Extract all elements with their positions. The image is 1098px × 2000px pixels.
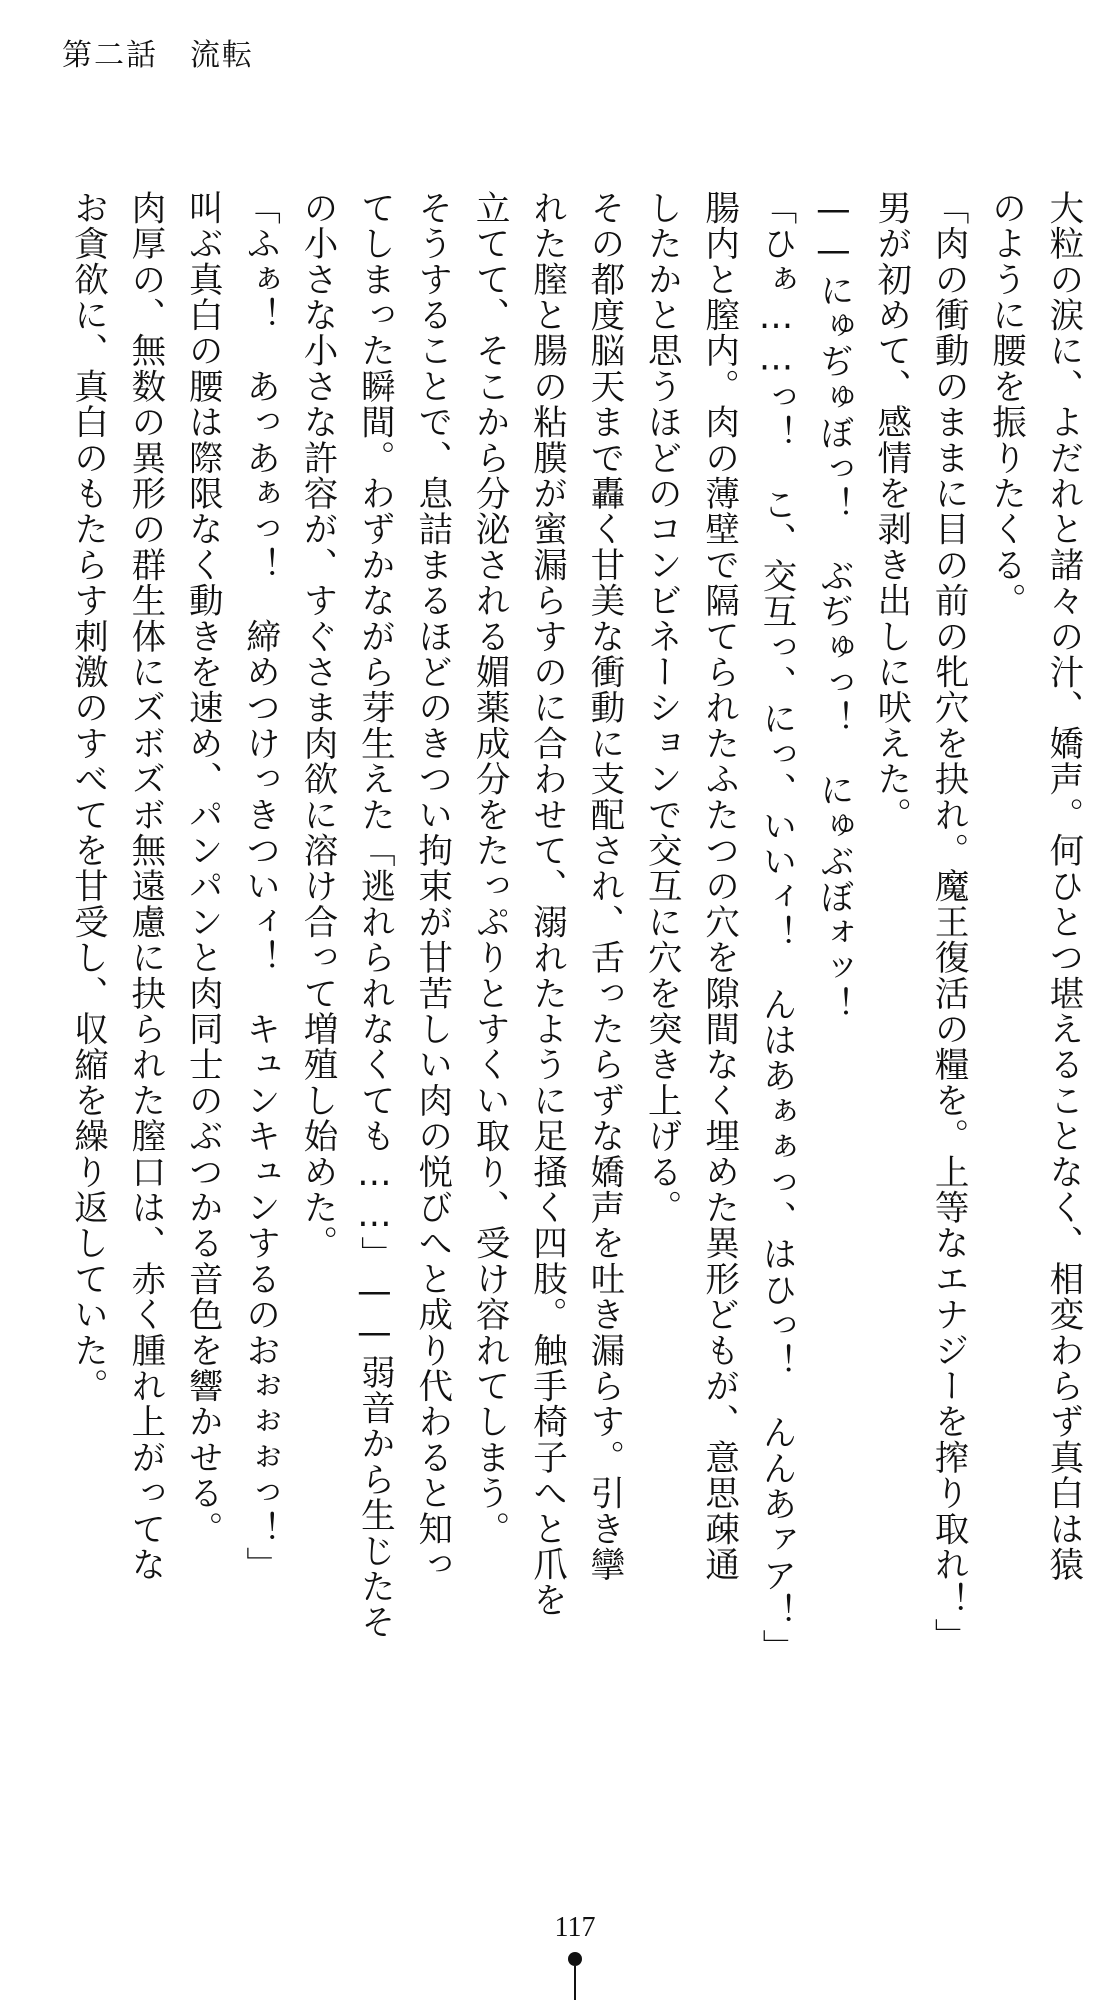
text-column: てしまった瞬間。わずかながら芽生えた「逃れられなくても……」——弱音から生じたそ bbox=[354, 190, 395, 1640]
page-number: 117 bbox=[554, 1912, 596, 1943]
body-text bbox=[67, 190, 1083, 1670]
page-marker-icon bbox=[568, 1952, 582, 2000]
text-column: 腸内と膣内。肉の薄壁で隔てられたふたつの穴を隙間なく埋めた異形どもが、意思疎通 bbox=[698, 190, 739, 1583]
text-column: お貪欲に、真白のもたらす刺激のすべてを甘受し、収縮を繰り返していた。 bbox=[67, 190, 108, 1404]
text-column: 立てて、そこから分泌される媚薬成分をたっぷりとすくい取り、受け容れてしまう。 bbox=[469, 190, 510, 1547]
text-column: れた膣と腸の粘膜が蜜漏らすのに合わせて、溺れたように足掻く四肢。触手椅子へと爪を bbox=[526, 190, 567, 1618]
text-column: 男が初めて、感情を剥き出しに吠えた。 bbox=[870, 190, 911, 833]
text-column: 「ふぁ！ あっあぁっ！ 締めつけっきついィ！ キュンキュンするのおぉぉぉっ！」 bbox=[239, 190, 280, 1583]
text-column: その都度脳天まで轟く甘美な衝動に支配され、舌ったらずな嬌声を吐き漏らす。引き攣 bbox=[583, 190, 624, 1583]
text-column: ——にゅぢゅぼっ！ ぶぢゅっ！ にゅぶぼォッ！ bbox=[813, 190, 854, 1023]
text-column: のように腰を振りたくる。 bbox=[985, 190, 1026, 619]
text-column: 叫ぶ真白の腰は際限なく動きを速め、パンパンと肉同士のぶつかる音色を響かせる。 bbox=[182, 190, 223, 1547]
text-column: 肉厚の、無数の異形の群生体にズボズボ無遠慮に抉られた膣口は、赤く腫れ上がってな bbox=[124, 190, 165, 1583]
text-column: 「ひぁ……っ！ こ、交互っ、にっ、いいィ！ んはあぁぁっ、はひっ！ んんあァア！」 bbox=[756, 190, 796, 1665]
text-column: 「肉の衝動のままに目の前の牝穴を抉れ。魔王復活の糧を。上等なエナジーを搾り取れ！」 bbox=[928, 190, 969, 1654]
text-column: そうすることで、息詰まるほどのきつい拘束が甘苦しい肉の悦びへと成り代わると知っ bbox=[411, 190, 452, 1583]
chapter-header: 第二話 流転 bbox=[62, 38, 254, 73]
text-column: したかと思うほどのコンビネーションで交互に穴を突き上げる。 bbox=[641, 190, 682, 1226]
text-column: 大粒の涙に、よだれと諸々の汁、嬌声。何ひとつ堪えることなく、相変わらず真白は猿 bbox=[1042, 190, 1083, 1583]
text-column: の小さな小さな許容が、すぐさま肉欲に溶け合って増殖し始めた。 bbox=[297, 190, 337, 1262]
